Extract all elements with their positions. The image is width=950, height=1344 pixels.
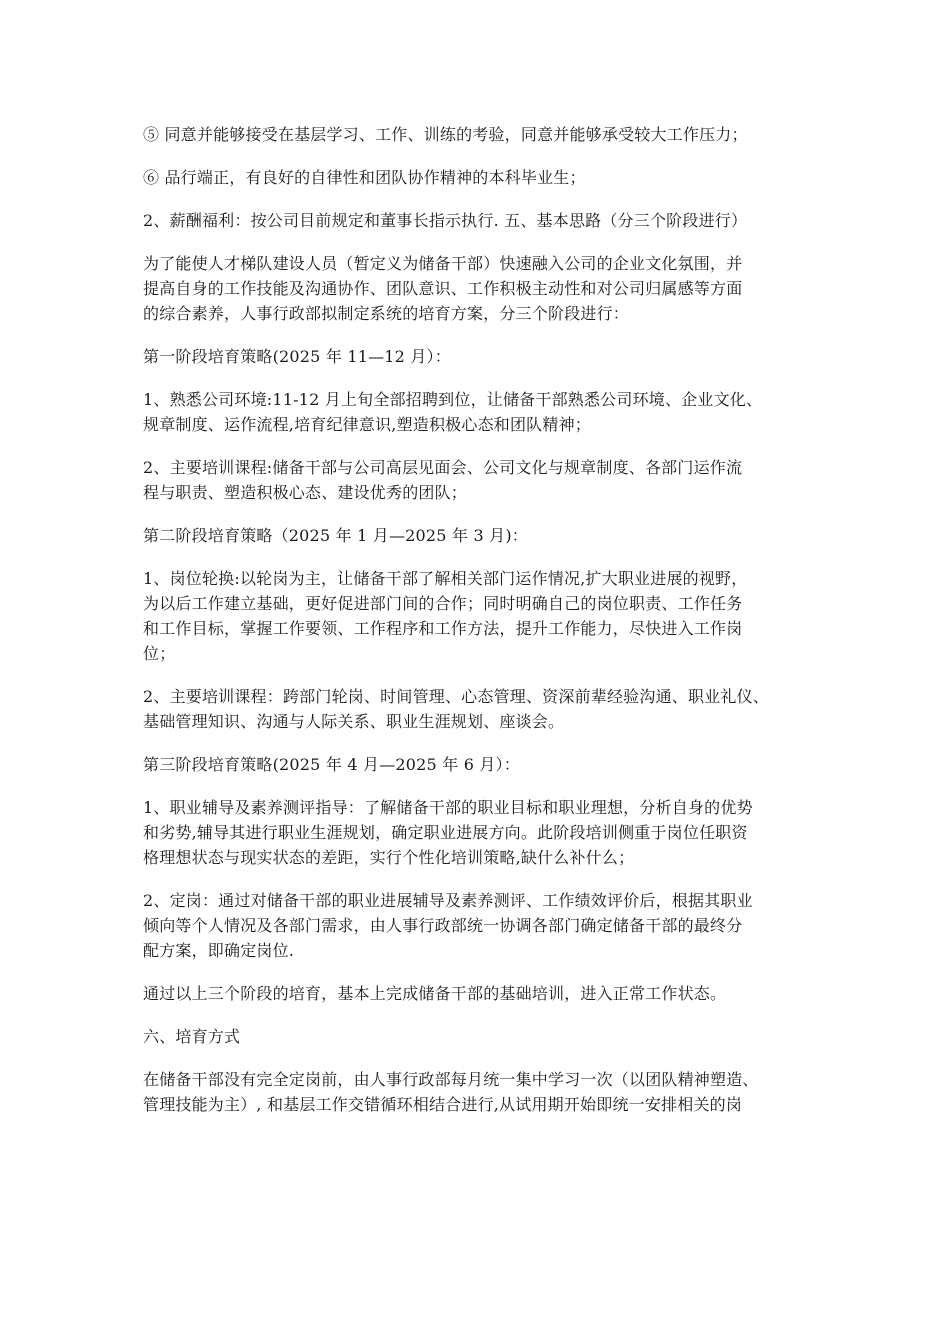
paragraph-stage-1-item-2: 2、主要培训课程:储备干部与公司高层见面会、公司文化与规章制度、各部门运作流 程与职责、塑造积极心态、建设优秀的团队；	[143, 458, 743, 502]
document-body	[143, 122, 843, 1135]
paragraph-stage-3-item-2: 2、定岗：通过对储备干部的职业进展辅导及素养测评、工作绩效评价后，根据其职业 倾向等个人情况及各部门需求，由人事行政部统一协调各部门确定储备干部的最终分 配方案，即确定岗位.	[143, 891, 753, 960]
paragraph-intro: 为了能使人才梯队建设人员（暂定义为储备干部）快速融入公司的企业文化氛围，并 提高自身的工作技能及沟通协作、团队意识、工作积极主动性和对公司归属感等方面 的综合素养，人事行政部拟制定系统的培育方案，分三个阶段进行：	[143, 254, 743, 323]
paragraph-stage-1-item-1: 1、熟悉公司环境:11-12 月上旬全部招聘到位，让储备干部熟悉公司环境、企业文化、 规章制度、运作流程,培育纪律意识,塑造积极心态和团队精神；	[143, 390, 763, 434]
paragraph-stage-2-item-1: 1、岗位轮换:以轮岗为主，让储备干部了解相关部门运作情况,扩大职业进展的视野， 为以后工作建立基础，更好促进部门间的合作；同时明确自己的岗位职责、工作任务 和工作目标，掌握工作要领、工作程序和工作方法，提升工作能力，尽快进入工作岗 位；	[143, 569, 748, 663]
heading-section-6: 六、培育方式	[143, 1027, 241, 1046]
heading-stage-3: 第三阶段培育策略(2025 年 4 月—2025 年 6 月）：	[143, 755, 520, 774]
heading-stage-1: 第一阶段培育策略(2025 年 11—12 月）：	[143, 347, 451, 366]
paragraph-requirement-5: ⑤ 同意并能够接受在基层学习、工作、训练的考验，同意并能够承受较大工作压力；	[143, 125, 748, 144]
paragraph-stage-2-item-2: 2、主要培训课程：跨部门轮岗、时间管理、心态管理、资深前辈经验沟通、职业礼仪、 基础管理知识、沟通与人际关系、职业生涯规划、座谈会。	[143, 687, 769, 731]
paragraph-requirement-6: ⑥ 品行端正，有良好的自律性和团队协作精神的本科毕业生；	[143, 168, 586, 187]
paragraph-stage-3-item-1: 1、职业辅导及素养测评指导：了解储备干部的职业目标和职业理想，分析自身的优势 和劣势,辅导其进行职业生涯规划，确定职业进展方向。此阶段培训侧重于岗位任职资 格理想状态与现实状态的差距，实行个性化培训策略,缺什么补什么；	[143, 798, 753, 867]
paragraph-training-method: 在储备干部没有完全定岗前，由人事行政部每月统一集中学习一次（以团队精神塑造、 管理技能为主）, 和基层工作交错循环相结合进行,从试用期开始即统一安排相关的岗	[143, 1070, 759, 1114]
paragraph-summary: 通过以上三个阶段的培育，基本上完成储备干部的基础培训，进入正常工作状态。	[143, 984, 727, 1003]
heading-stage-2: 第二阶段培育策略（2025 年 1 月—2025 年 3 月)：	[143, 526, 528, 545]
paragraph-salary-and-approach: 2、薪酬福利：按公司目前规定和董事长指示执行. 五、基本思路（分三个阶段进行）	[143, 211, 748, 230]
